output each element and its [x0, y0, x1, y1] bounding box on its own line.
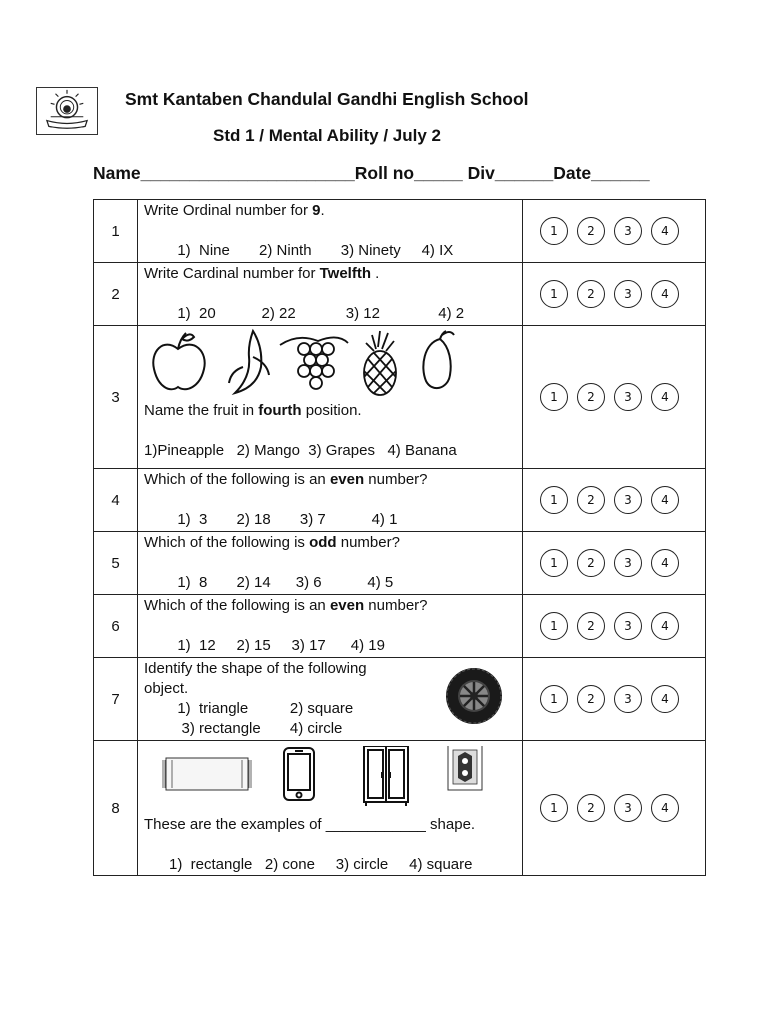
answer-bubble-4[interactable]: 4 [651, 280, 679, 308]
answer-options: 1) 12 2) 15 3) 17 4) 19 [144, 637, 385, 654]
cupboard-icon [364, 746, 408, 806]
answer-bubble-1[interactable]: 1 [540, 549, 568, 577]
question-text-cell [138, 658, 523, 741]
answer-bubble-1[interactable]: 1 [540, 685, 568, 713]
answer-bubbles [523, 741, 706, 876]
answer-bubble-2[interactable]: 2 [577, 549, 605, 577]
grapes-icon [280, 337, 348, 389]
answer-bubbles [523, 532, 706, 595]
question-text-cell [138, 469, 523, 532]
banana-icon [229, 331, 269, 393]
answer-bubble-2[interactable]: 2 [577, 217, 605, 245]
answer-bubbles [523, 263, 706, 326]
question-table [93, 199, 706, 876]
question-text: These are the examples of ____________ shape. [144, 816, 476, 833]
answer-bubble-1[interactable]: 1 [540, 280, 568, 308]
answer-bubble-4[interactable]: 4 [651, 217, 679, 245]
question-text-cell [138, 532, 523, 595]
answer-options: 1) 20 2) 22 3) 12 4) 2 [144, 305, 465, 322]
mango-icon [423, 331, 454, 388]
mat-icon [163, 758, 251, 790]
question-keyword: even [329, 597, 365, 614]
apple-icon [153, 333, 204, 389]
question-row [94, 595, 706, 658]
answer-bubble-1[interactable]: 1 [540, 794, 568, 822]
answer-options: 1) Nine 2) Ninth 3) Ninety 4) IX [144, 242, 454, 259]
answer-bubble-4[interactable]: 4 [651, 549, 679, 577]
question-number: 4 [94, 469, 138, 532]
question-number: 7 [94, 658, 138, 741]
answer-bubble-3[interactable]: 3 [614, 217, 642, 245]
student-info-line: Name______________________Roll no_____ Div______Date______ [93, 163, 650, 183]
answer-bubbles [523, 326, 706, 469]
question-keyword: Twelfth [319, 265, 372, 282]
answer-bubble-4[interactable]: 4 [651, 383, 679, 411]
answer-bubble-3[interactable]: 3 [614, 685, 642, 713]
question-text: Name the fruit in [144, 402, 259, 419]
question-number: 3 [94, 326, 138, 469]
question-text-line2: object. [144, 680, 189, 697]
fruit-images [148, 327, 478, 397]
question-text-end: position. [301, 402, 362, 419]
question-text-end: number? [336, 534, 400, 551]
question-number: 1 [94, 200, 138, 263]
question-text-cell [138, 741, 523, 876]
answer-options: 1) triangle 2) square [144, 700, 354, 717]
question-text: Write Ordinal number for [144, 202, 313, 219]
question-row [94, 263, 706, 326]
question-text: Which of the following is [144, 534, 310, 551]
answer-options: 1) rectangle 2) cone 3) circle 4) square [144, 856, 473, 873]
school-logo [36, 87, 98, 135]
question-number: 6 [94, 595, 138, 658]
question-row [94, 532, 706, 595]
answer-bubbles [523, 658, 706, 741]
answer-options: 1)Pineapple 2) Mango 3) Grapes 4) Banana [144, 442, 457, 459]
answer-bubble-4[interactable]: 4 [651, 612, 679, 640]
answer-bubble-1[interactable]: 1 [540, 383, 568, 411]
answer-bubble-3[interactable]: 3 [614, 486, 642, 514]
question-text: Identify the shape of the following [144, 660, 367, 677]
question-number: 2 [94, 263, 138, 326]
question-text: Write Cardinal number for [144, 265, 320, 282]
answer-options-2: 3) rectangle 4) circle [144, 720, 343, 737]
school-emblem-icon [37, 88, 97, 134]
question-row [94, 200, 706, 263]
question-text-cell [138, 200, 523, 263]
answer-bubble-4[interactable]: 4 [651, 685, 679, 713]
shape-example-images [158, 746, 508, 812]
answer-bubble-2[interactable]: 2 [577, 383, 605, 411]
answer-bubble-3[interactable]: 3 [614, 549, 642, 577]
answer-bubble-1[interactable]: 1 [540, 612, 568, 640]
answer-bubble-2[interactable]: 2 [577, 280, 605, 308]
question-number: 5 [94, 532, 138, 595]
answer-options: 1) 3 2) 18 3) 7 4) 1 [144, 511, 398, 528]
question-row [94, 658, 706, 741]
question-text-end: number? [364, 597, 428, 614]
question-text-cell [138, 595, 523, 658]
answer-bubble-3[interactable]: 3 [614, 794, 642, 822]
answer-bubble-4[interactable]: 4 [651, 486, 679, 514]
answer-bubbles [523, 595, 706, 658]
pineapple-icon [364, 331, 396, 395]
answer-bubbles [523, 469, 706, 532]
question-row [94, 326, 706, 469]
question-text-end: . [371, 265, 380, 282]
answer-bubble-4[interactable]: 4 [651, 794, 679, 822]
wheel-icon [443, 666, 505, 726]
question-row [94, 469, 706, 532]
answer-bubble-2[interactable]: 2 [577, 486, 605, 514]
question-keyword: fourth [258, 402, 302, 419]
answer-bubble-3[interactable]: 3 [614, 612, 642, 640]
question-text-cell [138, 263, 523, 326]
question-text: Which of the following is an [144, 471, 330, 488]
question-keyword: even [329, 471, 365, 488]
answer-bubble-1[interactable]: 1 [540, 486, 568, 514]
question-keyword: odd [309, 534, 337, 551]
school-name: Smt Kantaben Chandulal Gandhi English School [125, 89, 529, 109]
answer-options: 1) 8 2) 14 3) 6 4) 5 [144, 574, 394, 591]
answer-bubble-2[interactable]: 2 [577, 685, 605, 713]
question-text-end: number? [364, 471, 428, 488]
answer-bubble-3[interactable]: 3 [614, 383, 642, 411]
phone-icon [284, 748, 314, 800]
answer-bubble-2[interactable]: 2 [577, 794, 605, 822]
question-text-cell [138, 326, 523, 469]
answer-bubble-3[interactable]: 3 [614, 280, 642, 308]
answer-bubble-2[interactable]: 2 [577, 612, 605, 640]
playing-card-icon [448, 746, 482, 790]
question-text: Which of the following is an [144, 597, 330, 614]
question-row [94, 741, 706, 876]
answer-bubbles [523, 200, 706, 263]
question-text-end: . [320, 202, 325, 219]
answer-bubble-1[interactable]: 1 [540, 217, 568, 245]
question-keyword: 9 [312, 202, 321, 219]
test-subtitle: Std 1 / Mental Ability / July 2 [213, 126, 441, 145]
question-number: 8 [94, 741, 138, 876]
